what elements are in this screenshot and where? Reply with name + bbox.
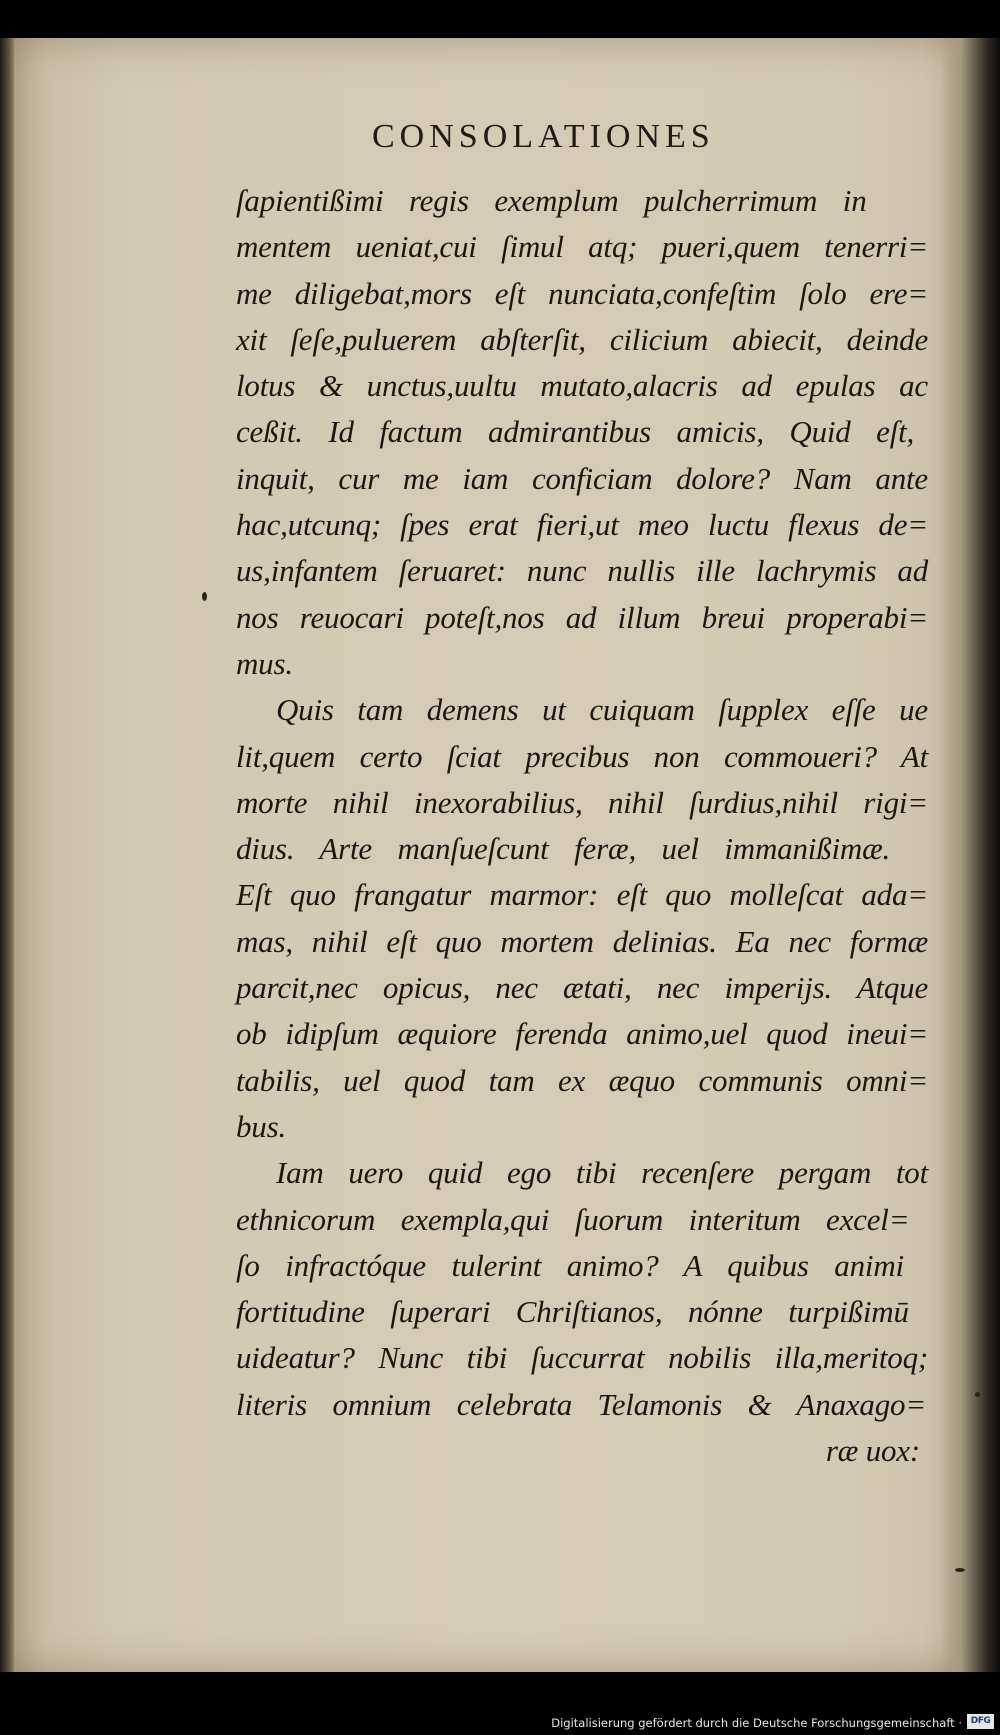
text-line: parcit,nec opicus, nec ætati, nec imperijs. Atque: [236, 970, 928, 1006]
text-line: us,infantem ſeruaret: nunc nullis ille lachrymis ad: [236, 553, 928, 589]
digitization-credit: Digitalisierung gefördert durch die Deutsche Forschungsgemeinschaft ·: [551, 1716, 962, 1730]
text-line: ſo infractóque tulerint animo? A quibus animi: [236, 1247, 904, 1283]
ink-speck: [202, 592, 207, 601]
text-line: mas, nihil eſt quo mortem delinias. Ea nec formæ: [236, 923, 928, 959]
text-line: nos reuocari poteſt,nos ad illum breui properabi=: [236, 599, 928, 635]
text-line: literis omnium celebrata Telamonis & Anaxago=: [236, 1386, 927, 1422]
book-gutter: [940, 38, 1000, 1672]
text-line: Quis tam demens ut cuiquam ſupplex eſſe ue: [276, 692, 928, 728]
text-line: tabilis, uel quod tam ex æquo communis omni=: [236, 1062, 928, 1098]
text-line: Iam uero quid ego tibi recenſere pergam tot: [276, 1155, 928, 1191]
text-line: ceßit. Id factum admirantibus amicis, Quid eſt,: [236, 414, 915, 450]
text-line: mentem ueniat,cui ſimul atq; pueri,quem tenerri=: [236, 229, 928, 265]
text-line: bus.: [236, 1108, 287, 1144]
top-scan-border: [0, 0, 1000, 38]
ink-speck: [975, 1392, 980, 1397]
text-line: dius. Arte manſueſcunt feræ, uel immanißimæ.: [236, 831, 891, 867]
text-line: Eſt quo frangatur marmor: eſt quo molleſcat ada=: [236, 877, 928, 913]
text-line: hac,utcunq; ſpes erat fieri,ut meo luctu flexus de=: [236, 507, 928, 543]
text-line: uideatur? Nunc tibi ſuccurrat nobilis illa,meritoq;: [236, 1340, 928, 1376]
text-line: ethnicorum exempla,qui ſuorum interitum excel=: [236, 1201, 910, 1237]
text-line: fortitudine ſuperari Chriſtianos, nónne turpißimū: [236, 1294, 909, 1330]
text-line: inquit, cur me iam conficiam dolore? Nam ante: [236, 460, 928, 496]
text-line: mus.: [236, 645, 293, 681]
dfg-logo: DFG: [967, 1714, 994, 1729]
text-line: ſapientißimi regis exemplum pulcherrimum in: [236, 183, 867, 218]
text-line: morte nihil inexorabilius, nihil ſurdius,nihil rigi=: [236, 784, 928, 820]
running-head: CONSOLATIONES: [372, 118, 715, 155]
text-line: xit ſeſe,puluerem abſterſit, cilicium abiecit, deinde: [236, 321, 928, 357]
ink-speck: [955, 1568, 965, 1572]
body-text: [236, 178, 928, 1474]
text-line: lotus & unctus,uultu mutato,alacris ad epulas ac: [236, 368, 928, 404]
text-line: me diligebat,mors eſt nunciata,confeſtim ſolo ere=: [236, 275, 928, 311]
text-line: lit,quem certo ſciat precibus non commoueri? At: [236, 738, 928, 774]
text-line: ræ uox:: [825, 1433, 920, 1469]
page-left-edge: [0, 38, 14, 1672]
text-line: ob idipſum æquiore ferenda animo,uel quod ineui=: [236, 1016, 928, 1052]
